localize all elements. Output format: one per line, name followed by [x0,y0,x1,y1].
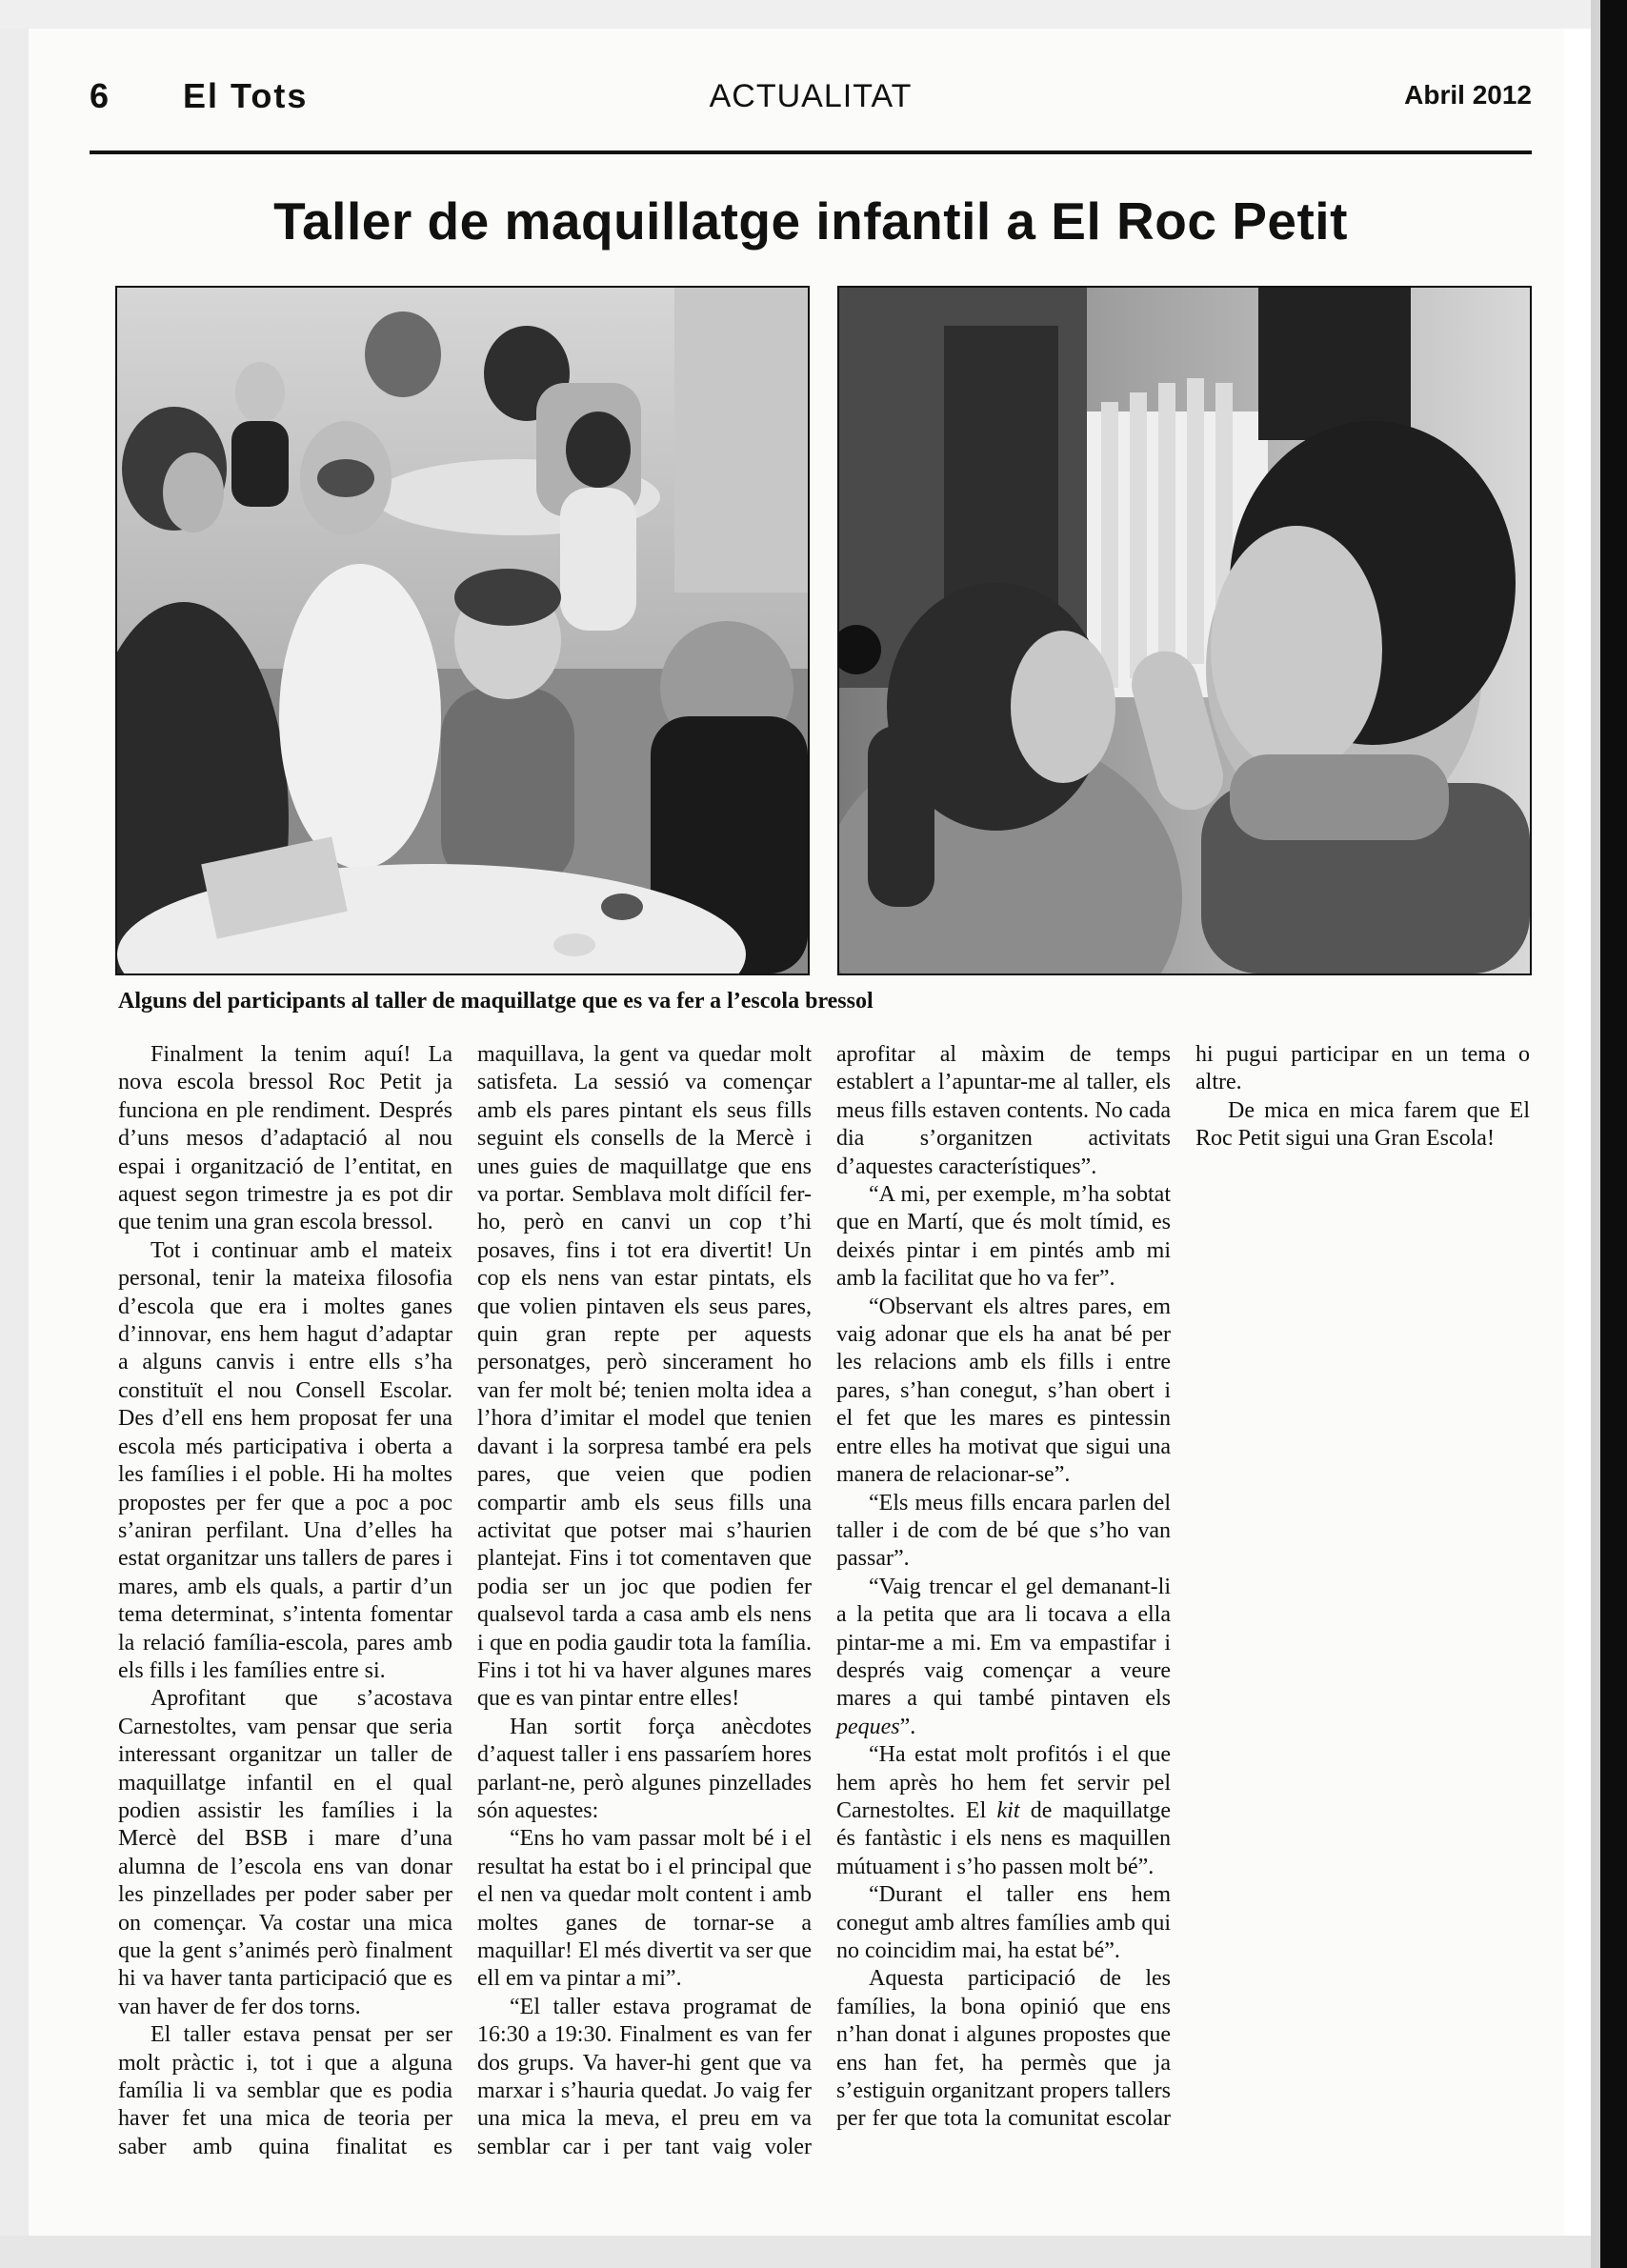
publication-name: El Tots [183,76,309,115]
scan-margin-left [0,0,29,2268]
article-paragraph: “A mi, per exemple, m’ha sobtat que en Martí, que és molt tímid, es deixés pintar i em pintés amb mi amb la facilitat que ho va fer”. [836,1182,1171,1292]
paragraph-text: de maquillatge és fantàstic i els nens es maquillen mútuament i s’ho passen molt bé”. [836,1797,1172,1879]
section-name: ACTUALITAT [709,78,913,114]
article-paragraph [836,1741,1171,1881]
article-paragraph: “El taller estava programat de 16:30 a 19:30. Finalment es van fer dos grups. Va haver-hi gent que va marxar i s’hauria quedat. Jo vaig fer una mica la meva, el preu em va semblar car i per tant vaig voler aprofitar al màxim de temps establert a l’apuntar-me al taller, els meus fills estaven contents. No cada dia s’organitzen activitats d’aquestes característiques”. [477,1042,1171,2159]
issue-date: Abril 2012 [1404,80,1532,110]
page-fold [1591,0,1600,2268]
paragraph-emphasis: peques [836,1714,900,1739]
article-paragraph: De mica en mica farem que El Roc Petit sigui una Gran Escola! [1195,1097,1530,1152]
article-paragraph: “Durant el taller ens hem conegut amb altres famílies amb qui no coincidim mai, ha estat bé”. [836,1882,1171,1963]
photo-image [839,288,1530,973]
article-body [118,1041,1530,2175]
article-paragraph: Tot i continuar amb el mateix personal, tenir la mateixa filosofia d’escola que era i moltes ganes d’innovar, ens hem hagut d’adaptar a alguns canvis i entre ells s’ha constituït el nou Consell Escolar. Des d’ell ens hem proposat fer una escola més participativa i oberta a les famílies i el poble. Hi ha moltes propostes per fer que a poc a poc s’aniran perfilant. Una d’elles ha estat organitzar uns tallers de pares i mares, amb els quals, a partir d’un tema determinat, s’intenta fomentar la relació família-escola, pares amb els fills i les famílies entre si. [118,1237,452,1683]
scan-margin-bottom [0,2236,1627,2268]
paragraph-text: ”. [899,1714,916,1739]
article-paragraph [836,1574,1171,1741]
article-paragraph: Aquesta participació de les famílies, la bona opinió que ens n’han donat i algunes propostes que ens han fet, ha permès que ja s’estiguin organitzant propers tallers per fer que tota la comunitat escolar hi pugui participar en un tema o altre. [836,1042,1530,2132]
paragraph-text: “Vaig trencar el gel demanant-li a la petita que ara li tocava a ella pintar-me a mi. Em va empastifar i després vaig començar a veure mares a qui també pintaven els [836,1574,1171,1712]
article-paragraph: Aprofitant que s’acostava Carnestoltes, vam pensar que seria interessant organitzar un taller de maquillatge infantil en el qual podien assistir les famílies i la Mercè del BSB i mare d’una alumna de l’escola ens van donar les pinzellades per poder saber per on començar. Va costar una mica que la gent s’animés però finalment hi va haver tanta participació que es van haver de fer dos torns. [118,1686,452,2019]
photo-face-painting-tables [115,286,810,975]
page-number: 6 [90,76,110,115]
paragraph-emphasis: kit [996,1797,1020,1823]
article-paragraph: “Ens ho vam passar molt bé i el resultat ha estat bo i el principal que el nen va quedar molt content i amb moltes ganes de tornar-se a maquillar! El més divertit va ser que ell em va pintar a mi”. [477,1826,812,1992]
article-paragraph: “Els meus fills encara parlen del taller i de com de bé que s’ho van passar”. [836,1490,1171,1572]
photo-girl-painting-woman [837,286,1532,975]
article-paragraph: Finalment la tenim aquí! La nova escola bressol Roc Petit ja funciona en ple rendiment. Després d’uns mesos d’adaptació al nou espai i organització de l’entitat, en aquest segon trimestre ja es pot dir que tenim una gran escola bressol. [118,1042,452,1235]
article-paragraph: El taller estava pensat per ser molt pràctic i, tot i que a alguna família li va semblar que es podia haver fet una mica de teoria per saber amb quina finalitat es maquillava, la gent va quedar molt satisfeta. La sessió va començar amb els pares pintant els seus fills seguint els consells de la Mercè i unes guies de maquillatge que ens va portar. Semblava molt difícil fer-ho, però en canvi un cop t’hi posaves, fins i tot era divertit! Un cop els nens van estar pintats, els que volien pintaven els seus pares, quin gran repte per aquests personatges, però sincerament ho van fer molt bé; tenien molta idea a l’hora d’imitar el model que tenien davant i la sorpresa també era pels pares, que veien que podien compartir amb els seus fills una activitat que potser mai s’haurien plantejat. Fins i tot comentaven que podia ser un joc que podien fer qualsevol tarda a casa amb els nens i que en podia gaudir tota la família. Fins i tot hi va haver algunes mares que es van pintar entre elles! [118,1042,812,2159]
page-header [90,74,1532,128]
article-paragraph: “Observant els altres pares, em vaig adonar que els ha anat bé per les relacions amb els fills i entre pares, s’han conegut, s’han obert i el fet que les mares es pintessin entre elles ha motivat que sigui una manera de relacionar-se”. [836,1294,1171,1488]
scan-edge-right [1600,0,1627,2268]
scan-margin-top [0,0,1627,29]
paragraph-text: “Ha estat molt profitós i el que hem après ho hem fet servir pel Carnestoltes. El [836,1742,1171,1823]
article-paragraph: Han sortit força anècdotes d’aquest taller i ens passaríem hores parlant-ne, però algunes pinzellades són aquestes: [477,1714,812,1823]
article-title: Taller de maquillatge infantil a El Roc Petit [273,191,1348,251]
header-rule [90,151,1532,154]
photo-caption: Alguns del participants al taller de maquillatge que es va fer a l’escola bressol [118,989,874,1014]
photo-image [117,288,808,973]
